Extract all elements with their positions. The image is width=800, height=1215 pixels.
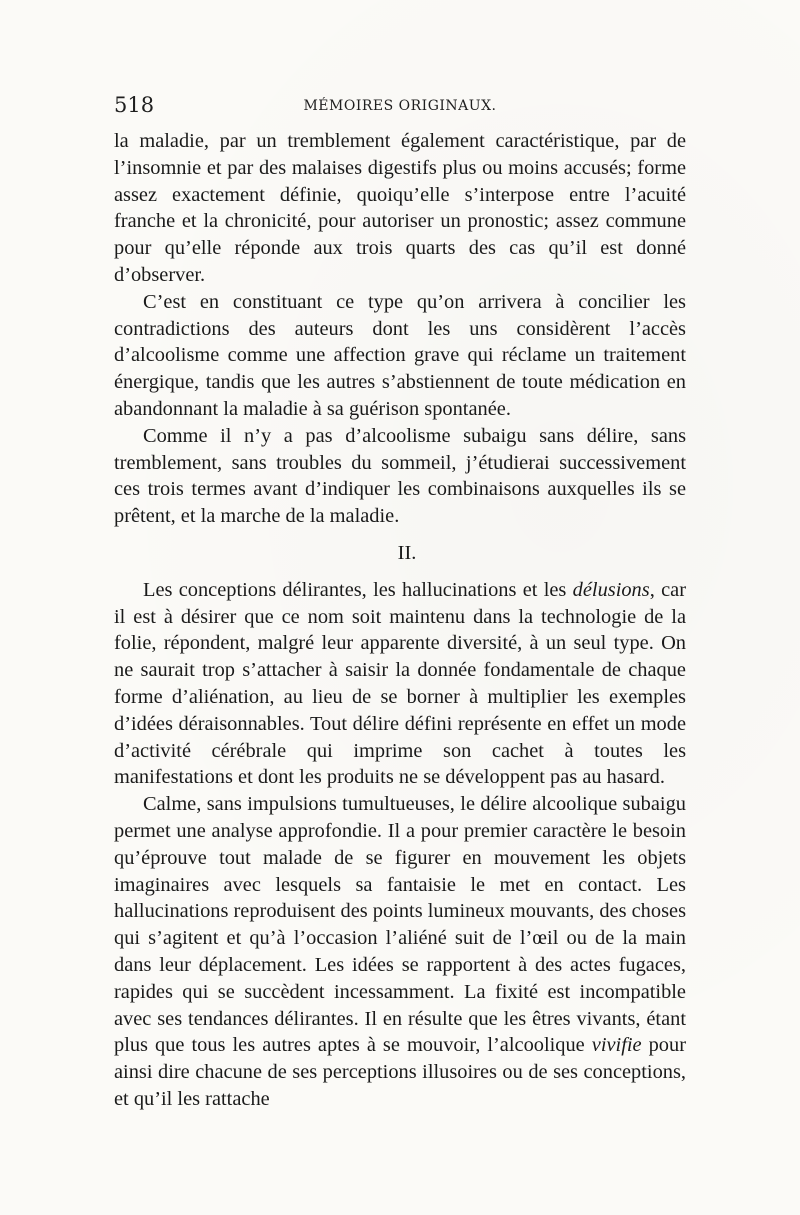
paragraph: C’est en constituant ce type qu’on arrivera à concilier les contradictions des auteurs dont les uns considèrent l’accès d’alcoolisme comme une affection grave qui réclame un traitement énergique, tandis que les autres s’abstiennent de toute médication en abandonnant la maladie à sa guérison spontanée.	[114, 290, 686, 420]
body-text	[114, 128, 686, 1113]
text-span: Calme, sans impulsions tumultueuses, le délire alcoolique subaigu permet une analyse approfondie. Il a pour premier caractère le besoin qu’éprouve tout malade de se figurer en mouvement les objets imaginaires avec lesquels sa fantaisie le met en contact. Les hallucinations reproduisent des points lumineux mouvants, des choses qui s’agitent et qu’à l’occasion l’aliéné suit de l’œil ou de la main dans leur déplacement. Les idées se rapportent à des actes fugaces, rapides qui se succèdent incessamment. La fixité est incompatible avec ses tendances délirantes. Il en résulte que les êtres vivants, étant plus que tous les autres aptes à se mouvoir, l’alcoolique	[114, 793, 686, 1057]
running-title: MÉMOIRES ORIGINAUX.	[303, 98, 497, 114]
section-heading: II.	[397, 541, 417, 564]
paragraph	[114, 577, 686, 791]
italic-term: délusions	[572, 578, 650, 601]
text-span: pour ainsi dire chacune de ses perceptions illusoires ou de ses conceptions, et qu’il les rattache	[114, 1034, 686, 1110]
italic-term: vivifie	[591, 1034, 642, 1057]
paragraph: la maladie, par un tremblement également caractéristique, par de l’insomnie et par des malaises digestifs plus ou moins accusés; forme assez exactement définie, quoiqu’elle s’interpose entre l’acuité franche et la chronicité, pour autoriser un pronostic; assez commune pour qu’elle réponde aux trois quarts des cas qu’il est donné d’observer.	[114, 130, 686, 286]
running-head	[114, 90, 686, 120]
text-span: , car il est à désirer que ce nom soit maintenu dans la technologie de la folie, répondent, malgré leur apparente diversité, à un seul type. On ne saurait trop s’attacher à saisir la donnée fondamentale de chaque forme d’aliénation, au lieu de se borner à multiplier les exemples d’idées déraisonnables. Tout délire défini représente en effet un mode d’activité cérébrale qui imprime son cachet à toutes les manifestations et dont les produits ne se développent pas au hasard.	[114, 578, 686, 789]
paragraph	[114, 791, 686, 1113]
page-number: 518	[114, 93, 155, 117]
text-span: Les conceptions délirantes, les hallucinations et les	[143, 578, 573, 601]
paragraph: Comme il n’y a pas d’alcoolisme subaigu sans délire, sans tremblement, sans troubles du sommeil, j’étudierai successivement ces trois termes avant d’indiquer les combinaisons auxquelles ils se prêtent, et la marche de la maladie.	[114, 424, 686, 528]
